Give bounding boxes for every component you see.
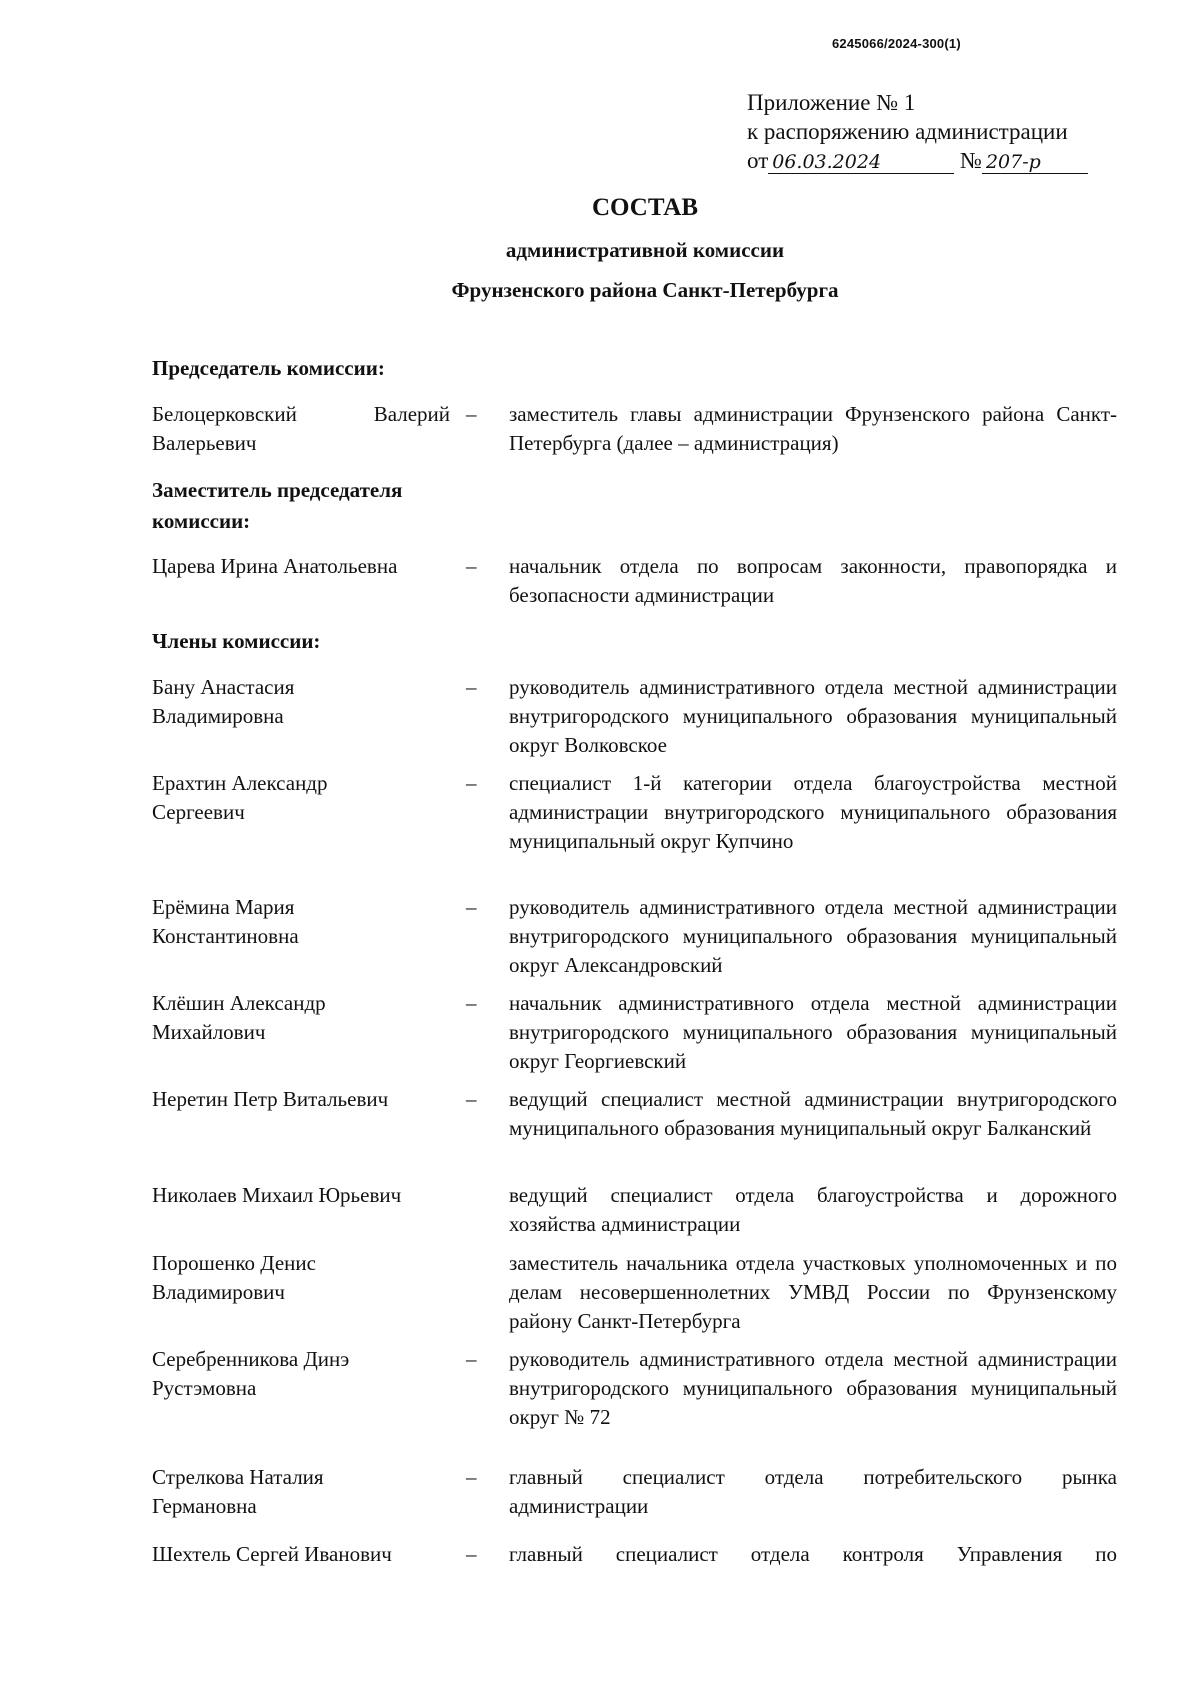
dash-separator: –: [466, 1542, 477, 1566]
member-name: Порошенко Денис Владимирович: [152, 1251, 316, 1304]
member-position: главный специалист отдела контроля Управления по: [509, 1542, 1117, 1566]
section-deputy: Заместитель председателя комиссии:: [152, 478, 403, 533]
appendix-line2: к распоряжению администрации: [747, 119, 1068, 144]
member-name: Стрелкова Наталия Германовна: [152, 1465, 324, 1518]
title-district: Фрунзенского района Санкт-Петербурга: [451, 278, 839, 302]
member-position: руководитель административного отдела местной администрации внутригородского муниципального образования муниципальный округ № 72: [509, 1347, 1117, 1429]
section-members: Члены комиссии:: [152, 629, 321, 653]
member-position: ведущий специалист местной администрации внутригородского муниципального образования муниципальный округ Балканский: [509, 1087, 1117, 1140]
member-position: ведущий специалист отдела благоустройства и дорожного хозяйства администрации: [509, 1183, 1117, 1236]
member-name: Николаев Михаил Юрьевич: [152, 1183, 402, 1207]
dash-separator: –: [466, 1465, 477, 1489]
document-number: 6245066/2024-300(1): [832, 36, 961, 51]
section-chairman: Председатель комиссии:: [152, 356, 385, 380]
member-name: Серебренникова Динэ Рустэмовна: [152, 1347, 350, 1400]
dash-separator: –: [466, 895, 477, 919]
member-position: начальник отдела по вопросам законности, правопорядка и безопасности администрации: [509, 554, 1117, 607]
member-position: руководитель административного отдела местной администрации внутригородского муниципального образования муниципальный округ Александровский: [509, 895, 1117, 977]
member-position: заместитель главы администрации Фрунзенского района Санкт-Петербурга (далее – администрация): [509, 402, 1117, 455]
dash-separator: –: [466, 771, 477, 795]
title-heading: СОСТАВ: [591, 194, 699, 221]
appendix-block: [747, 88, 1088, 175]
member-name: Клёшин Александр Михайлович: [152, 991, 326, 1044]
handwritten-number: 207-р: [982, 151, 1088, 174]
appendix-line3: [747, 146, 1088, 175]
member-name: Неретин Петр Витальевич: [152, 1087, 389, 1111]
dash-separator: –: [466, 1087, 477, 1111]
dash-separator: –: [466, 1347, 477, 1371]
member-name: Бану Анастасия Владимировна: [152, 675, 295, 728]
handwritten-date: 06.03.2024: [768, 151, 954, 174]
member-name: Шехтель Сергей Иванович: [152, 1542, 392, 1566]
member-name: Царева Ирина Анатольевна: [152, 554, 398, 578]
member-position: заместитель начальника отдела участковых уполномоченных и по делам несовершеннолетних УМВД России по Фрунзенскому району Санкт-Петербурга: [509, 1251, 1117, 1333]
member-position: руководитель административного отдела местной администрации внутригородского муниципального образования муниципальный округ Волковское: [509, 675, 1117, 757]
member-name: Ерёмина Мария Константиновна: [152, 895, 299, 948]
dash-separator: –: [466, 675, 477, 699]
member-position: главный специалист отдела потребительского рынка администрации: [509, 1465, 1117, 1518]
member-name: Белоцерковский Валерий Валерьевич: [152, 402, 450, 455]
appendix-line1: Приложение № 1: [747, 90, 916, 115]
dash-separator: –: [466, 402, 477, 426]
member-position: специалист 1-й категории отдела благоустройства местной администрации внутригородского муниципального образования муниципальный округ Купчино: [509, 771, 1117, 853]
title-subheading: административной комиссии: [505, 238, 785, 262]
from-label: от: [747, 148, 769, 173]
dash-separator: –: [466, 554, 477, 578]
number-label: №: [960, 148, 982, 173]
member-name: Ерахтин Александр Сергеевич: [152, 771, 328, 824]
member-position: начальник административного отдела местной администрации внутригородского муниципального образования муниципальный округ Георгиевский: [509, 991, 1117, 1073]
dash-separator: –: [466, 991, 477, 1015]
